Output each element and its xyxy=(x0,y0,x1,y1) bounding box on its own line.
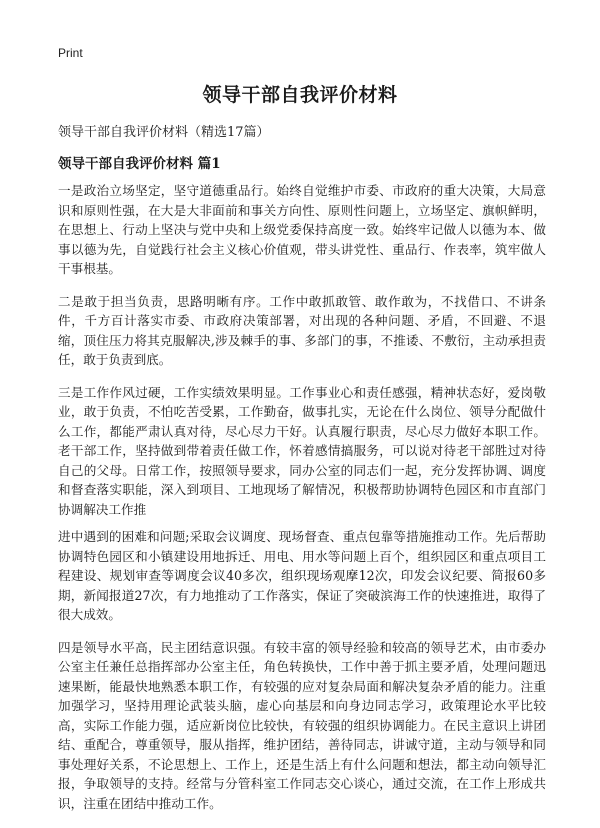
document-subtitle: 领导干部自我评价材料（精选17篇） xyxy=(58,125,270,140)
print-link[interactable]: Print xyxy=(58,46,83,60)
paragraph-2: 二是敢于担当负责，思路明晰有序。工作中敢抓敢管、敢作敢为，不找借口、不讲条件，千方百计落实市委、市政府决策部署，对出现的各种问题、矛盾，不回避、不退缩，顶住压力将其克服解决,涉及棘手的事、多部门的事，不推诿、不敷衍，主动承担责任，敢于负责到底。 xyxy=(58,293,546,367)
paragraph-3: 三是工作作风过硬，工作实绩效果明显。工作事业心和责任感强，精神状态好，爱岗敬业，敢于负责，不怕吃苦受累，工作勤奋，做事扎实，无论在什么岗位、领导分配做什么工作，都能严肃认真对待，尽心尽力干好。认真履行职责，尽心尽力做好本职工作。老干部工作，坚持做到带着责任做工作，怀着感情搞服务，可以说对待老干部胜过对待自己的父母。日常工作，按照领导要求，同办公室的同志们一起，充分发挥协调、调度和督查落实职能，深入到项目、工地现场了解情况，积极帮助协调特色园区和市直部门协调解决工作推 xyxy=(58,384,546,517)
paragraph-5: 四是领导水平高，民主团结意识强。有较丰富的领导经验和较高的领导艺术，由市委办公室主任兼任总指挥部办公室主任，角色转换快，工作中善于抓主要矛盾，处理问题迅速果断，能最快地熟悉本职工作，有较强的应对复杂局面和解决复杂矛盾的能力。注重加强学习，坚持用理论武装头脑，虚心向基层和向身边同志学习，政策理论水平比较高，实际工作能力强，适应新岗位比较快，有较强的组织协调能力。在民主意识上讲团结、重配合，尊重领导，服从指挥，维护团结，善待同志，讲诚守道，主动与领导和同事处理好关系，不论思想上、工作上，还是生活上有什么问题和想法，都主动向领导汇报，争取领导的支持。经常与分管科室工作同志交心谈心，通过交流，在工作上形成共识，注重在团结中推动工作。 xyxy=(58,639,546,811)
article-body xyxy=(58,181,546,826)
paragraph-4: 进中遇到的困难和问题;采取会议调度、现场督查、重点包靠等措施推动工作。先后帮助协调特色园区和小镇建设用地拆迁、用电、用水等问题上百个，组织园区和重点项目工程建设、规划审查等调度会议40多次，组织现场观摩12次，印发会议纪要、简报60多期，新闻报道27次，有力地推动了工作落实，保证了突破滨海工作的快速推进，取得了很大成效。 xyxy=(58,529,546,622)
section-heading: 领导干部自我评价材料 篇1 xyxy=(58,156,221,172)
document-title: 领导干部自我评价材料 xyxy=(202,84,398,106)
paragraph-1: 一是政治立场坚定，坚守道德重品行。始终自觉维护市委、市政府的重大决策，大局意识和原则性强，在大是大非面前和事关方向性、原则性问题上，立场坚定、旗帜鲜明，在思想上、行动上坚决与党中央和上级党委保持高度一致。始终牢记做人以德为本、做事以德为先，自觉践行社会主义核心价值观，带头讲党性、重品行、作表率，筑牢做人干事根基。 xyxy=(58,183,546,276)
